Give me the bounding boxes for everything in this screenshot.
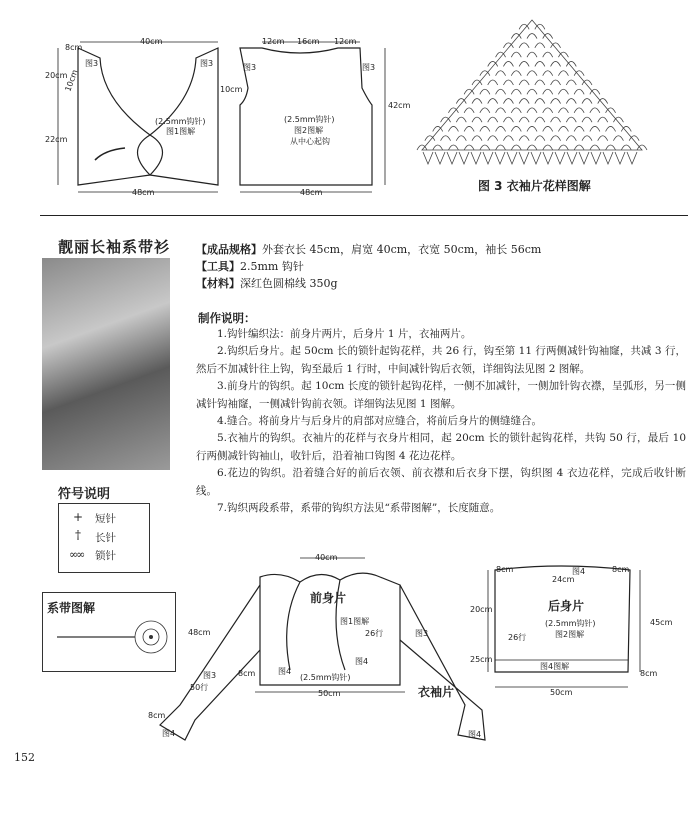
- crochet-shell: [496, 145, 506, 150]
- edge-scallop: [615, 152, 625, 164]
- edge-scallop: [591, 152, 601, 164]
- crochet-shell: [472, 99, 482, 104]
- crochet-shell: [590, 126, 600, 131]
- belt-title: 系带图解: [47, 601, 96, 615]
- crochet-shell: [519, 61, 529, 66]
- symbols-title: 符号说明: [58, 487, 111, 502]
- back-fig2: 图2图解: [555, 630, 585, 639]
- crochet-shell: [496, 89, 506, 94]
- crochet-shell: [496, 108, 506, 113]
- edge-scallop: [531, 152, 541, 164]
- front-fig4: 图4: [355, 657, 369, 666]
- crochet-shell: [566, 80, 576, 85]
- spec-size: 【成品规格】外套衣长 45cm，肩宽 40cm，衣宽 50cm，袖长 56cm: [196, 243, 542, 256]
- vest-front-tag: 图3: [85, 59, 99, 68]
- page-number: 152: [14, 751, 35, 764]
- crochet-shell: [511, 52, 521, 57]
- crochet-shell: [598, 117, 608, 122]
- back-h25: 25cm: [470, 655, 493, 664]
- vest-front-bottom: 48cm: [132, 188, 155, 197]
- edge-scallop: [423, 152, 433, 164]
- edge-scallop: [555, 152, 565, 164]
- crochet-shell: [472, 136, 482, 141]
- crochet-shell: [519, 43, 529, 48]
- crochet-shell: [527, 52, 537, 57]
- crochet-shell: [574, 145, 584, 150]
- crochet-shell: [488, 99, 498, 104]
- crochet-shell: [535, 43, 545, 48]
- vest-back-tag-r: 图3: [362, 63, 376, 72]
- crochet-shell: [448, 145, 458, 150]
- crochet-shell: [480, 89, 490, 94]
- edge-scallop: [627, 152, 637, 164]
- spec-tool: 【工具】2.5mm 钩针: [196, 260, 304, 273]
- crochet-shell: [503, 61, 513, 66]
- back-h20: 20cm: [470, 605, 493, 614]
- crochet-shell: [590, 108, 600, 113]
- crochet-shell: [551, 80, 561, 85]
- crochet-shell: [558, 126, 568, 131]
- crochet-shell: [582, 99, 592, 104]
- crochet-shell: [511, 145, 521, 150]
- vest-front-top-width: 40cm: [140, 37, 163, 46]
- crochet-shell: [574, 126, 584, 131]
- vest-front-c2: 图1图解: [166, 127, 196, 136]
- crochet-shell: [503, 80, 513, 85]
- crochet-shell: [551, 117, 561, 122]
- crochet-shell: [464, 108, 474, 113]
- crochet-shell: [480, 145, 490, 150]
- crochet-shell: [543, 89, 553, 94]
- crochet-shell: [511, 71, 521, 76]
- crochet-shell: [488, 80, 498, 85]
- vest-back-c2: 图2图解: [294, 126, 324, 135]
- front-fig4b: 图4: [278, 667, 292, 676]
- crochet-shell: [558, 89, 568, 94]
- crochet-shell: [496, 71, 506, 76]
- vest-front-tag-r: 图3: [200, 59, 214, 68]
- back-w50: 50cm: [550, 688, 573, 697]
- front-width: 40cm: [315, 553, 338, 562]
- vest-front-slant: 10cm: [63, 68, 80, 93]
- crochet-shell: [558, 71, 568, 76]
- crochet-shell: [535, 61, 545, 66]
- crochet-shell: [535, 117, 545, 122]
- crochet-shell: [551, 99, 561, 104]
- crochet-shell: [621, 145, 631, 150]
- crochet-shell: [519, 99, 529, 104]
- vest-front-shoulder: 8cm: [65, 43, 83, 52]
- vest-front-h1: 20cm: [45, 71, 68, 80]
- crochet-shell: [527, 71, 537, 76]
- crochet-shell: [456, 136, 466, 141]
- edge-scallop: [519, 152, 529, 164]
- crochet-shell: [503, 136, 513, 141]
- chain-icon: ∞∞: [69, 548, 84, 561]
- back-fig4b: 图4图解: [540, 662, 570, 671]
- crochet-shell: [613, 136, 623, 141]
- crochet-shell: [503, 99, 513, 104]
- edge-scallop: [579, 152, 589, 164]
- sleeve-title: 衣袖片: [418, 685, 455, 699]
- vest-front-c1: (2.5mm钩针): [155, 117, 206, 126]
- crochet-shell: [480, 108, 490, 113]
- cuff-8cm: 8cm: [238, 669, 256, 678]
- crochet-shell: [519, 117, 529, 122]
- crochet-shell: [433, 145, 443, 150]
- crochet-shell: [527, 126, 537, 131]
- section-divider: [40, 215, 688, 216]
- sleeve-length: 48cm: [188, 628, 211, 637]
- crochet-shell: [456, 117, 466, 122]
- vest-back-c3: 从中心起钩: [290, 137, 330, 146]
- crochet-shell: [464, 126, 474, 131]
- back-8cm: 8cm: [640, 669, 658, 678]
- crochet-shell: [543, 52, 553, 57]
- vest-back-tl: 12cm: [262, 37, 285, 46]
- crochet-shell: [511, 126, 521, 131]
- back-hook: (2.5mm钩针): [545, 619, 596, 628]
- top-schematics: [0, 0, 690, 215]
- crochet-shell: [480, 126, 490, 131]
- vest-back-height: 42cm: [388, 101, 411, 110]
- crochet-shell: [488, 136, 498, 141]
- front-fig3: 图3: [415, 629, 429, 638]
- crochet-shell: [464, 145, 474, 150]
- edge-scallop: [543, 152, 553, 164]
- crochet-shell: [566, 117, 576, 122]
- crochet-shell: [606, 126, 616, 131]
- crochet-shell: [551, 136, 561, 141]
- sleeve-fig4: 图4: [162, 729, 176, 738]
- crochet-shell: [535, 99, 545, 104]
- crochet-shell: [503, 117, 513, 122]
- fig3-outline: [422, 20, 642, 150]
- model-photo: [42, 258, 170, 470]
- crochet-shell: [543, 126, 553, 131]
- front-w50: 50cm: [318, 689, 341, 698]
- sleeve-rows50: 50行: [190, 683, 209, 692]
- crochet-shell: [582, 117, 592, 122]
- vest-back-side: 10cm: [220, 85, 243, 94]
- symbols-legend: + 短针 † 长针 ∞∞ 锁针: [58, 503, 150, 573]
- instructions: 1.钩针编织法：前身片两片，后身片 1 片，衣袖两片。 2.钩织后身片。起 50cm 长的锁针起钩花样，共 26 行，钩至第 11 行两侧减针钩袖窿，共减 3 行，然后不加减针往上钩，钩至最后 1 行时，中间减针钩后衣领，详细钩法见图 2 图解。 3.前身片的钩织。起 10cm 长度的锁针起钩花样，一侧不加减针，一侧加针钩衣襟，呈弧形，另一侧减针钩袖窿，一侧减针钩前衣领。详细钩法见图 1 图解。 4.缝合。将前身片与后身片的肩部对应缝合，将前后身片的侧缝缝合。 5.衣袖片的钩织。衣袖片的花样与衣身片相同，起 20cm 长的锁针起钩花样，共钩 50 行，最后 10 行两侧减针钩袖山，收针后，沿着袖口钩图 4 花边花样。 6.花边的钩织。沿着缝合好的前后衣领、前衣襟和后衣身下摆，钩织图 4 衣边花样，完成后收针断线。 7.钩织两段系带，系带的钩织方法见“系带图解”，长度随意。: [196, 328, 686, 515]
- plus-icon: +: [73, 510, 84, 524]
- crochet-shell: [574, 89, 584, 94]
- front-rows26: 26行: [365, 629, 384, 638]
- front-hook: (2.5mm钩针): [300, 673, 351, 682]
- back-title: 后身片: [548, 599, 585, 613]
- crochet-shell: [488, 117, 498, 122]
- crochet-shell: [558, 145, 568, 150]
- instructions-title: 制作说明：: [198, 311, 256, 325]
- crochet-shell: [496, 126, 506, 131]
- front-title: 前身片: [310, 591, 347, 605]
- edge-scallop: [447, 152, 457, 164]
- crochet-shell: [574, 108, 584, 113]
- crochet-shell: [527, 145, 537, 150]
- back-h45: 45cm: [650, 618, 673, 627]
- edge-scallop: [435, 152, 445, 164]
- spec-material: 【材料】深红色圆棉线 350g: [196, 277, 338, 290]
- edge-scallop: [459, 152, 469, 164]
- vest-back-tag: 图3: [243, 63, 257, 72]
- pattern-title: 靓丽长袖系带衫: [58, 238, 171, 256]
- vest-back-c1: (2.5mm钩针): [284, 115, 335, 124]
- crochet-shell: [566, 136, 576, 141]
- edge-scallop: [507, 152, 517, 164]
- back-fig4: 图4: [572, 567, 586, 576]
- front-fig1: 图1图解: [340, 617, 370, 626]
- vest-back-bottom: 48cm: [300, 188, 323, 197]
- long-stitch-icon: †: [75, 528, 81, 542]
- crochet-shell: [582, 136, 592, 141]
- crochet-shell: [558, 108, 568, 113]
- edge-scallop: [471, 152, 481, 164]
- vest-front-h2: 22cm: [45, 135, 68, 144]
- crochet-shell: [441, 136, 451, 141]
- crochet-shell: [472, 117, 482, 122]
- sleeve-fig3: 图3: [203, 671, 217, 680]
- crochet-shell: [590, 145, 600, 150]
- crochet-shell: [511, 89, 521, 94]
- sleeve-cuff-8cm: 8cm: [148, 711, 166, 720]
- vest-back-tm: 16cm: [297, 37, 320, 46]
- fig3-caption: 图 3 衣袖片花样图解: [478, 179, 591, 193]
- bottom-schematics: [0, 540, 690, 760]
- crochet-shell: [598, 136, 608, 141]
- crochet-shell: [519, 80, 529, 85]
- crochet-shell: [527, 89, 537, 94]
- crochet-shell: [535, 80, 545, 85]
- crochet-shell: [543, 108, 553, 113]
- crochet-shell: [543, 145, 553, 150]
- crochet-shell: [448, 126, 458, 131]
- edge-scallop: [603, 152, 613, 164]
- crochet-shell: [606, 145, 616, 150]
- sleeve-fig4-r: 图4: [468, 730, 482, 739]
- back-rows26: 26行: [508, 633, 527, 642]
- crochet-shell: [511, 108, 521, 113]
- back-tr: 8cm: [612, 565, 630, 574]
- crochet-shell: [527, 108, 537, 113]
- edge-scallop: [495, 152, 505, 164]
- back-tm: 24cm: [552, 575, 575, 584]
- back-tl: 8cm: [496, 565, 514, 574]
- crochet-shell: [519, 136, 529, 141]
- vest-back-tr: 12cm: [334, 37, 357, 46]
- edge-scallop: [567, 152, 577, 164]
- crochet-shell: [535, 136, 545, 141]
- edge-scallop: [483, 152, 493, 164]
- crochet-shell: [543, 71, 553, 76]
- crochet-shell: [551, 61, 561, 66]
- crochet-shell: [566, 99, 576, 104]
- crochet-shell: [527, 34, 537, 39]
